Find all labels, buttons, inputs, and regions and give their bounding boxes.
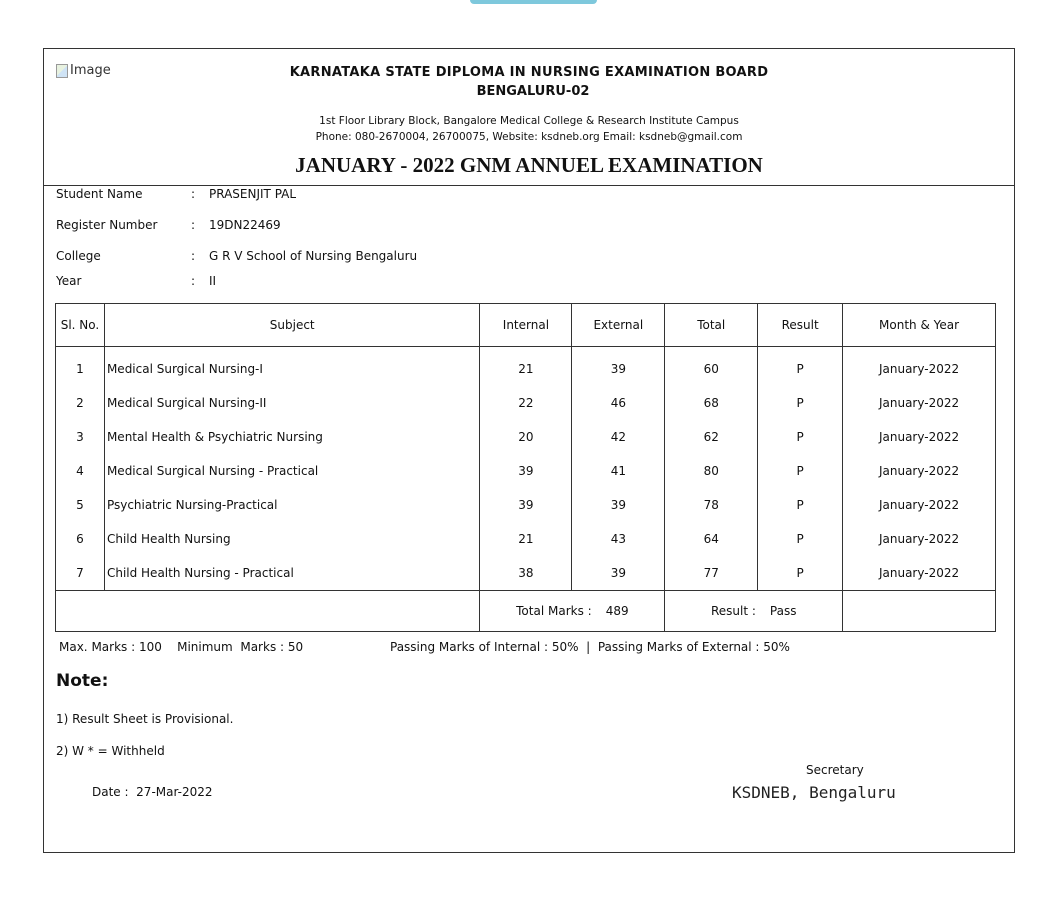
info-college [56, 249, 417, 263]
overall-result-value: Pass [769, 604, 797, 618]
table-row [56, 556, 996, 591]
cell-sl-no: 1 [56, 347, 105, 387]
cell-result: P [758, 454, 843, 488]
note-title: Note: [56, 671, 109, 691]
cell-month-year: January-2022 [843, 556, 996, 591]
info-value: PRASENJIT PAL [209, 187, 297, 201]
table-row [56, 420, 996, 454]
cell-total: 78 [665, 488, 758, 522]
cell-external: 39 [572, 488, 665, 522]
cell-subject: Medical Surgical Nursing - Practical [104, 454, 480, 488]
cell-internal: 22 [480, 386, 572, 420]
cell-internal: 39 [480, 454, 572, 488]
info-student-name [56, 187, 296, 201]
cell-subject: Medical Surgical Nursing-I [104, 347, 480, 387]
cell-total: 62 [665, 420, 758, 454]
info-colon: : [191, 187, 196, 201]
board-address: 1st Floor Library Block, Bangalore Medical College & Research Institute Campus [319, 115, 739, 127]
cell-subject: Psychiatric Nursing-Practical [104, 488, 480, 522]
cell-subject: Mental Health & Psychiatric Nursing [104, 420, 480, 454]
cell-subject: Child Health Nursing [104, 522, 480, 556]
cell-result: P [758, 488, 843, 522]
col-header-sl-no: Sl. No. [56, 304, 105, 347]
overall-result-label: Result : [710, 604, 756, 618]
info-value: II [209, 274, 217, 288]
cell-sl-no: 7 [56, 556, 105, 591]
cell-total: 60 [665, 347, 758, 387]
cell-result: P [758, 386, 843, 420]
cell-internal: 21 [480, 347, 572, 387]
cell-external: 43 [572, 522, 665, 556]
result-sheet [43, 48, 1015, 853]
cell-month-year: January-2022 [843, 488, 996, 522]
info-value: G R V School of Nursing Bengaluru [209, 249, 418, 263]
signatory-title: Secretary [806, 763, 864, 777]
table-row [56, 488, 996, 522]
cell-result: P [758, 420, 843, 454]
cell-month-year: January-2022 [843, 347, 996, 387]
cell-total: 77 [665, 556, 758, 591]
cell-total: 64 [665, 522, 758, 556]
table-row [56, 386, 996, 420]
overall-result-cell [665, 591, 843, 632]
table-row [56, 454, 996, 488]
signatory-org: KSDNEB, Bengaluru [732, 783, 896, 802]
cell-total: 68 [665, 386, 758, 420]
cell-subject: Medical Surgical Nursing-II [104, 386, 480, 420]
board-contact: Phone: 080-2670004, 26700075, Website: ksdneb.org Email: ksdneb@gmail.com [315, 131, 743, 143]
cell-month-year: January-2022 [843, 522, 996, 556]
info-label: Student Name [56, 187, 143, 201]
passing-marks: Passing Marks of Internal : 50% | Passing Marks of External : 50% [390, 640, 790, 654]
cell-external: 42 [572, 420, 665, 454]
cell-month-year: January-2022 [843, 420, 996, 454]
col-header-total: Total [665, 304, 758, 347]
marks-rules: Max. Marks : 100 Minimum Marks : 50 [59, 640, 304, 654]
col-header-subject: Subject [104, 304, 480, 347]
info-colon: : [191, 274, 196, 288]
info-label: Year [56, 274, 82, 288]
total-marks-cell [480, 591, 665, 632]
cell-sl-no: 3 [56, 420, 105, 454]
info-label: College [56, 249, 101, 263]
cell-month-year: January-2022 [843, 386, 996, 420]
col-header-month-year: Month & Year [843, 304, 996, 347]
cell-sl-no: 4 [56, 454, 105, 488]
logo-alt-text: Image [70, 63, 111, 78]
marks-table [55, 303, 996, 632]
cell-month-year: January-2022 [843, 454, 996, 488]
cell-subject: Child Health Nursing - Practical [104, 556, 480, 591]
cell-result: P [758, 347, 843, 387]
cell-internal: 38 [480, 556, 572, 591]
note-item: 1) Result Sheet is Provisional. [56, 712, 234, 726]
board-title: KARNATAKA STATE DIPLOMA IN NURSING EXAMINATION BOARD [289, 65, 769, 80]
cell-sl-no: 6 [56, 522, 105, 556]
info-register-number [56, 218, 281, 232]
table-total-row [56, 591, 996, 632]
cell-sl-no: 5 [56, 488, 105, 522]
total-marks-label: Total Marks : [516, 604, 592, 618]
total-row-blank-end [843, 591, 996, 632]
board-city: BENGALURU-02 [476, 84, 590, 99]
cell-external: 46 [572, 386, 665, 420]
total-marks-value: 489 [605, 604, 629, 618]
col-header-external: External [572, 304, 665, 347]
cell-external: 39 [572, 556, 665, 591]
table-row [56, 347, 996, 387]
sheet-header [44, 49, 1014, 186]
info-year [56, 274, 216, 288]
cell-internal: 21 [480, 522, 572, 556]
top-tab[interactable] [470, 0, 597, 4]
total-row-blank [56, 591, 480, 632]
cell-external: 39 [572, 347, 665, 387]
cell-internal: 20 [480, 420, 572, 454]
issue-date: Date : 27-Mar-2022 [92, 785, 213, 799]
cell-result: P [758, 556, 843, 591]
cell-sl-no: 2 [56, 386, 105, 420]
table-header-row [56, 304, 996, 347]
col-header-internal: Internal [480, 304, 572, 347]
info-label: Register Number [56, 218, 158, 232]
info-colon: : [191, 218, 196, 232]
info-colon: : [191, 249, 196, 263]
cell-internal: 39 [480, 488, 572, 522]
table-row [56, 522, 996, 556]
info-value: 19DN22469 [209, 218, 281, 232]
note-item: 2) W * = Withheld [56, 744, 165, 758]
exam-title: JANUARY - 2022 GNM ANNUEL EXAMINATION [295, 153, 763, 177]
cell-total: 80 [665, 454, 758, 488]
cell-external: 41 [572, 454, 665, 488]
cell-result: P [758, 522, 843, 556]
col-header-result: Result [758, 304, 843, 347]
